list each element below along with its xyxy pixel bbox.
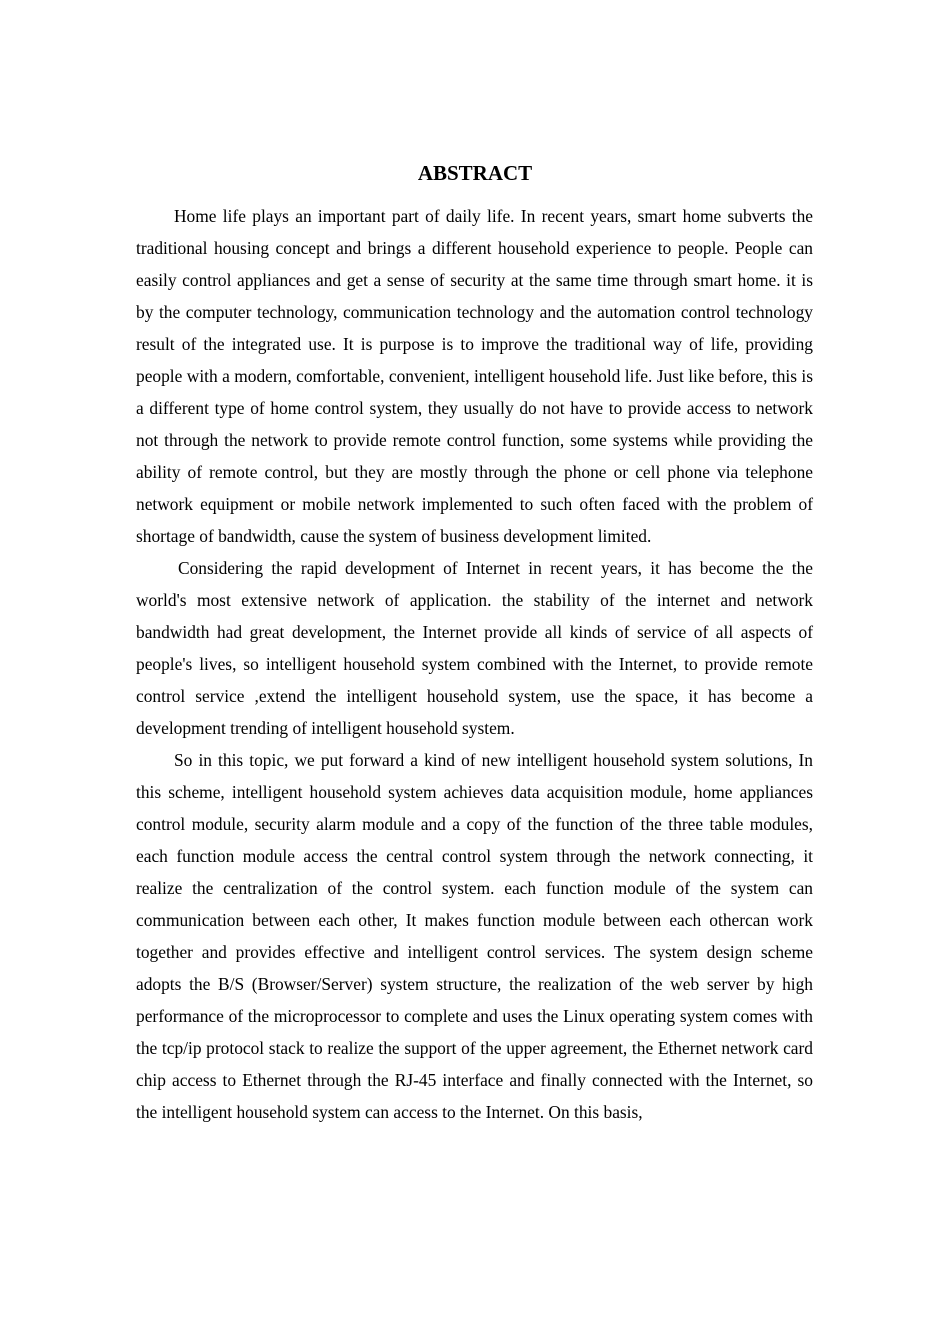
abstract-body	[136, 200, 813, 1128]
page-title: ABSTRACT	[417, 161, 533, 185]
paragraph-2: Considering the rapid development of Internet in recent years, it has become the the world's most extensive network of application. the stability of the internet and network bandwidth had great development, the Internet provide all kinds of service of all aspects of people's lives, so intelligent household system combined with the Internet, to provide remote control service ,extend the intelligent household system, use the space, it has become a development trending of intelligent household system.	[136, 558, 813, 738]
paragraph-1: Home life plays an important part of daily life. In recent years, smart home subverts the traditional housing concept and brings a different household experience to people. People can easily control appliances and get a sense of security at the same time through smart home. it is by the computer technology, communication technology and the automation control technology result of the integrated use. It is purpose is to improve the traditional way of life, providing people with a modern, comfortable, convenient, intelligent household life. Just like before, this is a different type of home control system, they usually do not have to provide access to network not through the network to provide remote control function, some systems while providing the ability of remote control, but they are mostly through the phone or cell phone via telephone network equipment or mobile network implemented to such often faced with the problem of shortage of bandwidth, cause the system of business development limited.	[136, 206, 813, 546]
paragraph-3: So in this topic, we put forward a kind of new intelligent household system solutions, In this scheme, intelligent household system achieves data acquisition module, home appliances control module, security alarm module and a copy of the function of the three table modules, each function module access the central control system through the network connecting, it realize the centralization of the control system. each function module of the system can communication between each other, It makes function module between each othercan work together and provides effective and intelligent control services. The system design scheme adopts the B/S (Browser/Server) system structure, the realization of the web server by high performance of the microprocessor to complete and uses the Linux operating system comes with the tcp/ip protocol stack to realize the support of the upper agreement, the Ethernet network card chip access to Ethernet through the RJ-45 interface and finally connected with the Internet, so the intelligent household system can access to the Internet. On this basis,	[136, 750, 813, 1122]
